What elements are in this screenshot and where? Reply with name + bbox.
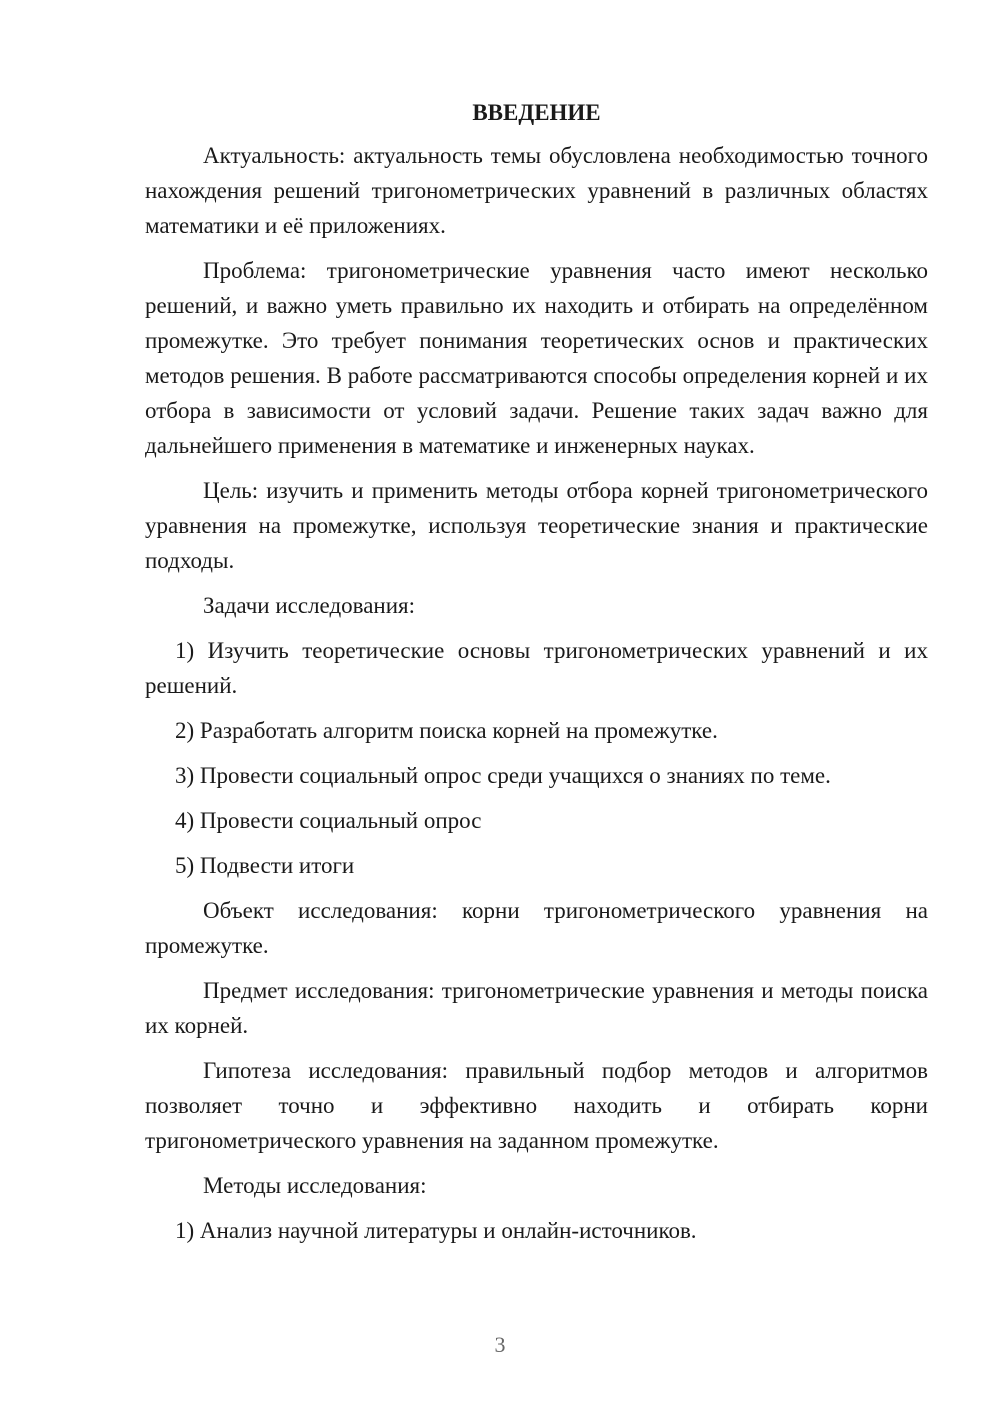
document-page (145, 95, 928, 1258)
page-number: 3 (494, 1332, 506, 1357)
subject-paragraph: Предмет исследования: тригонометрические уравнения и методы поиска их корней. (145, 978, 928, 1038)
object-paragraph: Объект исследования: корни тригонометрического уравнения на промежутке. (145, 898, 928, 958)
task-item: 4) Провести социальный опрос (175, 808, 482, 833)
tasks-heading: Задачи исследования: (203, 593, 416, 618)
goal-paragraph: Цель: изучить и применить методы отбора корней тригонометрического уравнения на промежутке, используя теоретические знания и практические подходы. (145, 478, 928, 573)
task-item: 5) Подвести итоги (175, 853, 355, 878)
relevance-paragraph: Актуальность: актуальность темы обусловлена необходимостью точного нахождения решений тригонометрических уравнений в различных областях математики и её приложениях. (145, 143, 928, 238)
task-item: 3) Провести социальный опрос среди учащихся о знаниях по теме. (175, 763, 831, 788)
hypothesis-paragraph: Гипотеза исследования: правильный подбор методов и алгоритмов позволяет точно и эффективно находить и отбирать корни тригонометрического уравнения на заданном промежутке. (145, 1058, 928, 1153)
section-title: ВВЕДЕНИЕ (472, 100, 601, 125)
methods-heading: Методы исследования: (203, 1173, 427, 1198)
method-item: 1) Анализ научной литературы и онлайн-источников. (175, 1218, 697, 1243)
task-item: 1) Изучить теоретические основы тригонометрических уравнений и их решений. (145, 638, 928, 698)
task-item: 2) Разработать алгоритм поиска корней на промежутке. (175, 718, 718, 743)
problem-paragraph: Проблема: тригонометрические уравнения часто имеют несколько решений, и важно уметь правильно их находить и отбирать на определённом промежутке. Это требует понимания теоретических основ и практических методов решения. В работе рассматриваются способы определения корней и их отбора в зависимости от условий задачи. Решение таких задач важно для дальнейшего применения в математике и инженерных науках. (145, 258, 928, 458)
